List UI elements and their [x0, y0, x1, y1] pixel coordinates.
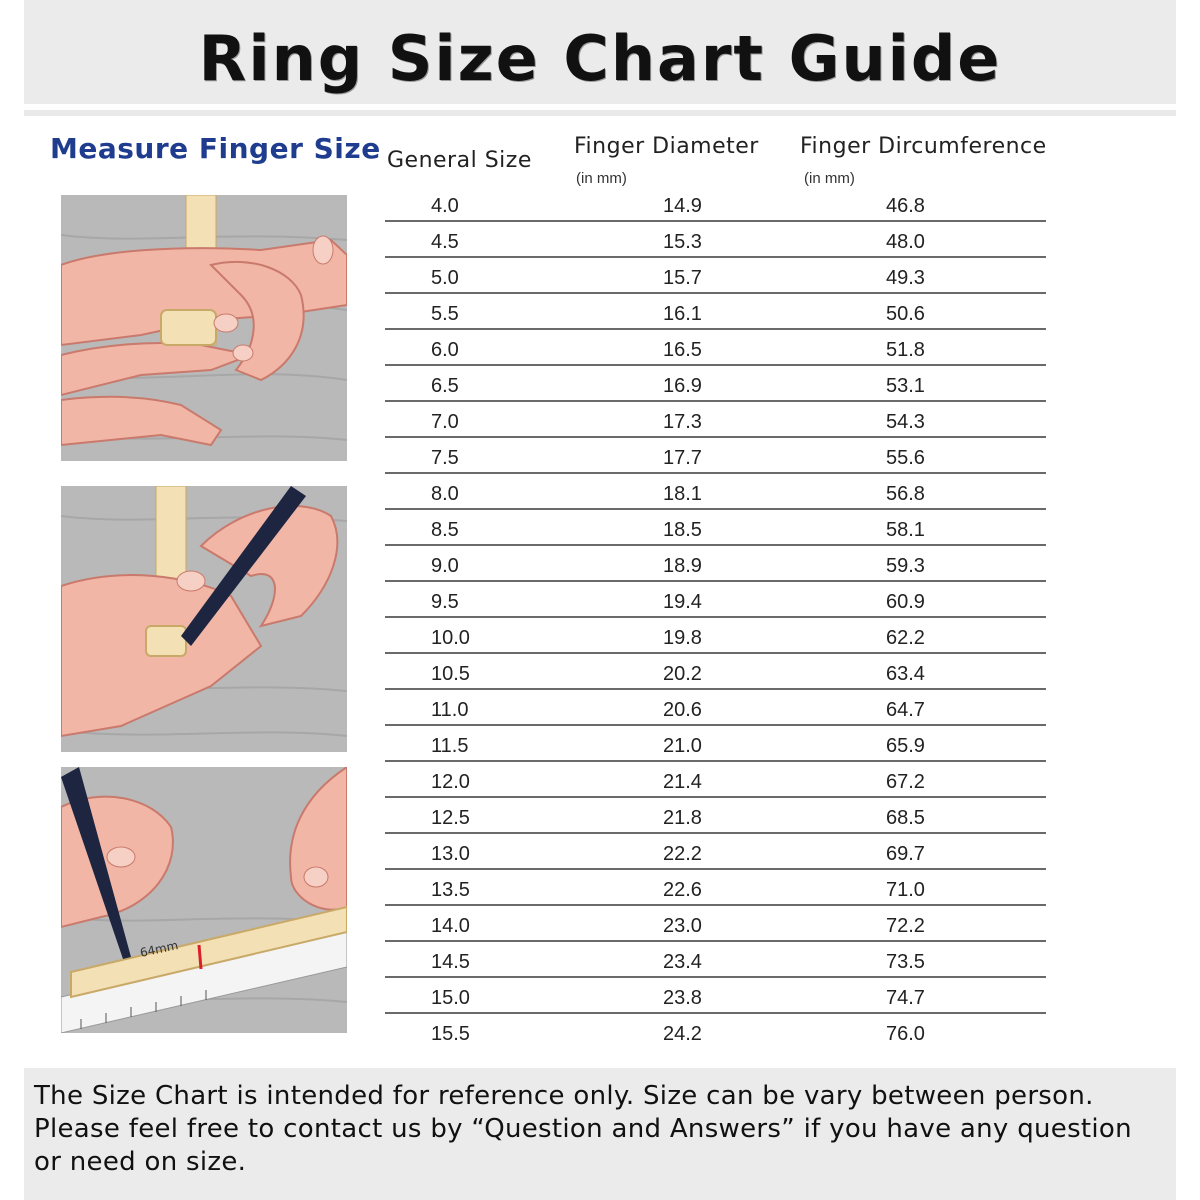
- size-cell: 7.5: [431, 447, 459, 469]
- size-cell: 15.5: [431, 1023, 470, 1045]
- table-row: [385, 258, 1046, 294]
- circumference-cell: 72.2: [886, 915, 925, 937]
- table-row: [385, 294, 1046, 330]
- table-row: [385, 870, 1046, 906]
- table-row: [385, 834, 1046, 870]
- diameter-cell: 23.4: [663, 951, 702, 973]
- page-title: Ring Size Chart Guide: [198, 22, 1002, 95]
- size-cell: 9.5: [431, 591, 459, 613]
- size-cell: 11.0: [431, 699, 469, 721]
- diameter-cell: 21.8: [663, 807, 702, 829]
- disclaimer-line-3: or need on size.: [34, 1147, 247, 1177]
- disclaimer-text: [34, 1080, 1174, 1179]
- diameter-cell: 21.4: [663, 771, 702, 793]
- size-cell: 4.5: [431, 231, 459, 253]
- table-row: [385, 222, 1046, 258]
- size-cell: 10.0: [431, 627, 470, 649]
- table-row: [385, 366, 1046, 402]
- size-cell: 13.0: [431, 843, 470, 865]
- diameter-cell: 23.8: [663, 987, 702, 1009]
- title-divider: [24, 110, 1176, 116]
- circumference-cell: 62.2: [886, 627, 925, 649]
- table-row: [385, 906, 1046, 942]
- table-row: [385, 618, 1046, 654]
- size-cell: 14.5: [431, 951, 470, 973]
- table-row: [385, 474, 1046, 510]
- circumference-cell: 68.5: [886, 807, 925, 829]
- diameter-cell: 17.3: [663, 411, 702, 433]
- size-cell: 12.5: [431, 807, 470, 829]
- circumference-cell: 67.2: [886, 771, 925, 793]
- size-cell: 5.5: [431, 303, 459, 325]
- size-cell: 6.5: [431, 375, 459, 397]
- col-finger-diameter: Finger Diameter: [574, 134, 759, 159]
- circumference-cell: 73.5: [886, 951, 925, 973]
- circumference-cell: 50.6: [886, 303, 925, 325]
- circumference-cell: 46.8: [886, 195, 925, 217]
- diameter-cell: 22.2: [663, 843, 702, 865]
- size-cell: 6.0: [431, 339, 459, 361]
- circumference-cell: 74.7: [886, 987, 925, 1009]
- circumference-cell: 69.7: [886, 843, 925, 865]
- diameter-cell: 22.6: [663, 879, 702, 901]
- disclaimer-box: [24, 1068, 1176, 1200]
- size-cell: 14.0: [431, 915, 470, 937]
- diameter-cell: 20.2: [663, 663, 702, 685]
- size-cell: 9.0: [431, 555, 459, 577]
- circumference-cell: 65.9: [886, 735, 925, 757]
- diameter-cell: 18.5: [663, 519, 702, 541]
- circumference-cell: 63.4: [886, 663, 925, 685]
- circumference-cell: 53.1: [886, 375, 925, 397]
- size-cell: 13.5: [431, 879, 470, 901]
- disclaimer-line-1: The Size Chart is intended for reference only. Size can be vary between person.: [34, 1081, 1094, 1111]
- col-circumference-unit: (in mm): [804, 170, 855, 187]
- table-row: [385, 510, 1046, 546]
- size-cell: 5.0: [431, 267, 459, 289]
- step2-illustration: [61, 486, 347, 752]
- circumference-cell: 48.0: [886, 231, 925, 253]
- circumference-cell: 55.6: [886, 447, 925, 469]
- col-general-size: General Size: [387, 148, 532, 173]
- table-row: [385, 942, 1046, 978]
- col-diameter-unit: (in mm): [576, 170, 627, 187]
- size-cell: 4.0: [431, 195, 459, 217]
- table-row: [385, 762, 1046, 798]
- table-row: [385, 690, 1046, 726]
- table-row: [385, 330, 1046, 366]
- size-cell: 12.0: [431, 771, 470, 793]
- circumference-cell: 60.9: [886, 591, 925, 613]
- size-cell: 7.0: [431, 411, 459, 433]
- diameter-cell: 21.0: [663, 735, 702, 757]
- diameter-cell: 23.0: [663, 915, 702, 937]
- table-row: [385, 582, 1046, 618]
- table-row: [385, 1014, 1046, 1050]
- col-finger-circumference: Finger Dircumference: [800, 134, 1047, 159]
- diameter-cell: 16.1: [663, 303, 702, 325]
- disclaimer-line-2: Please feel free to contact us by “Question and Answers” if you have any question: [34, 1114, 1132, 1144]
- circumference-cell: 76.0: [886, 1023, 925, 1045]
- diameter-cell: 15.7: [663, 267, 702, 289]
- circumference-cell: 51.8: [886, 339, 925, 361]
- circumference-cell: 71.0: [886, 879, 925, 901]
- step1-illustration: [61, 195, 347, 461]
- table-row: [385, 654, 1046, 690]
- circumference-cell: 58.1: [886, 519, 925, 541]
- size-cell: 8.0: [431, 483, 459, 505]
- table-row: [385, 546, 1046, 582]
- table-row: [385, 978, 1046, 1014]
- diameter-cell: 19.8: [663, 627, 702, 649]
- size-cell: 8.5: [431, 519, 459, 541]
- diameter-cell: 18.1: [663, 483, 702, 505]
- diameter-cell: 15.3: [663, 231, 702, 253]
- diameter-cell: 24.2: [663, 1023, 702, 1045]
- diameter-cell: 18.9: [663, 555, 702, 577]
- table-row: [385, 726, 1046, 762]
- circumference-cell: 56.8: [886, 483, 925, 505]
- circumference-cell: 49.3: [886, 267, 925, 289]
- step3-illustration: [61, 767, 347, 1033]
- measure-heading: Measure Finger Size: [50, 132, 381, 165]
- diameter-cell: 19.4: [663, 591, 702, 613]
- size-cell: 15.0: [431, 987, 470, 1009]
- diameter-cell: 16.5: [663, 339, 702, 361]
- size-table: [385, 186, 1046, 1050]
- table-row: [385, 798, 1046, 834]
- table-row: [385, 402, 1046, 438]
- diameter-cell: 20.6: [663, 699, 702, 721]
- table-row: [385, 438, 1046, 474]
- diameter-cell: 17.7: [663, 447, 702, 469]
- title-banner: [24, 0, 1176, 104]
- size-cell: 11.5: [431, 735, 469, 757]
- svg-text:64mm: 64mm: [138, 938, 180, 960]
- diameter-cell: 16.9: [663, 375, 702, 397]
- circumference-cell: 54.3: [886, 411, 925, 433]
- circumference-cell: 64.7: [886, 699, 925, 721]
- table-row: [385, 186, 1046, 222]
- circumference-cell: 59.3: [886, 555, 925, 577]
- size-cell: 10.5: [431, 663, 470, 685]
- diameter-cell: 14.9: [663, 195, 702, 217]
